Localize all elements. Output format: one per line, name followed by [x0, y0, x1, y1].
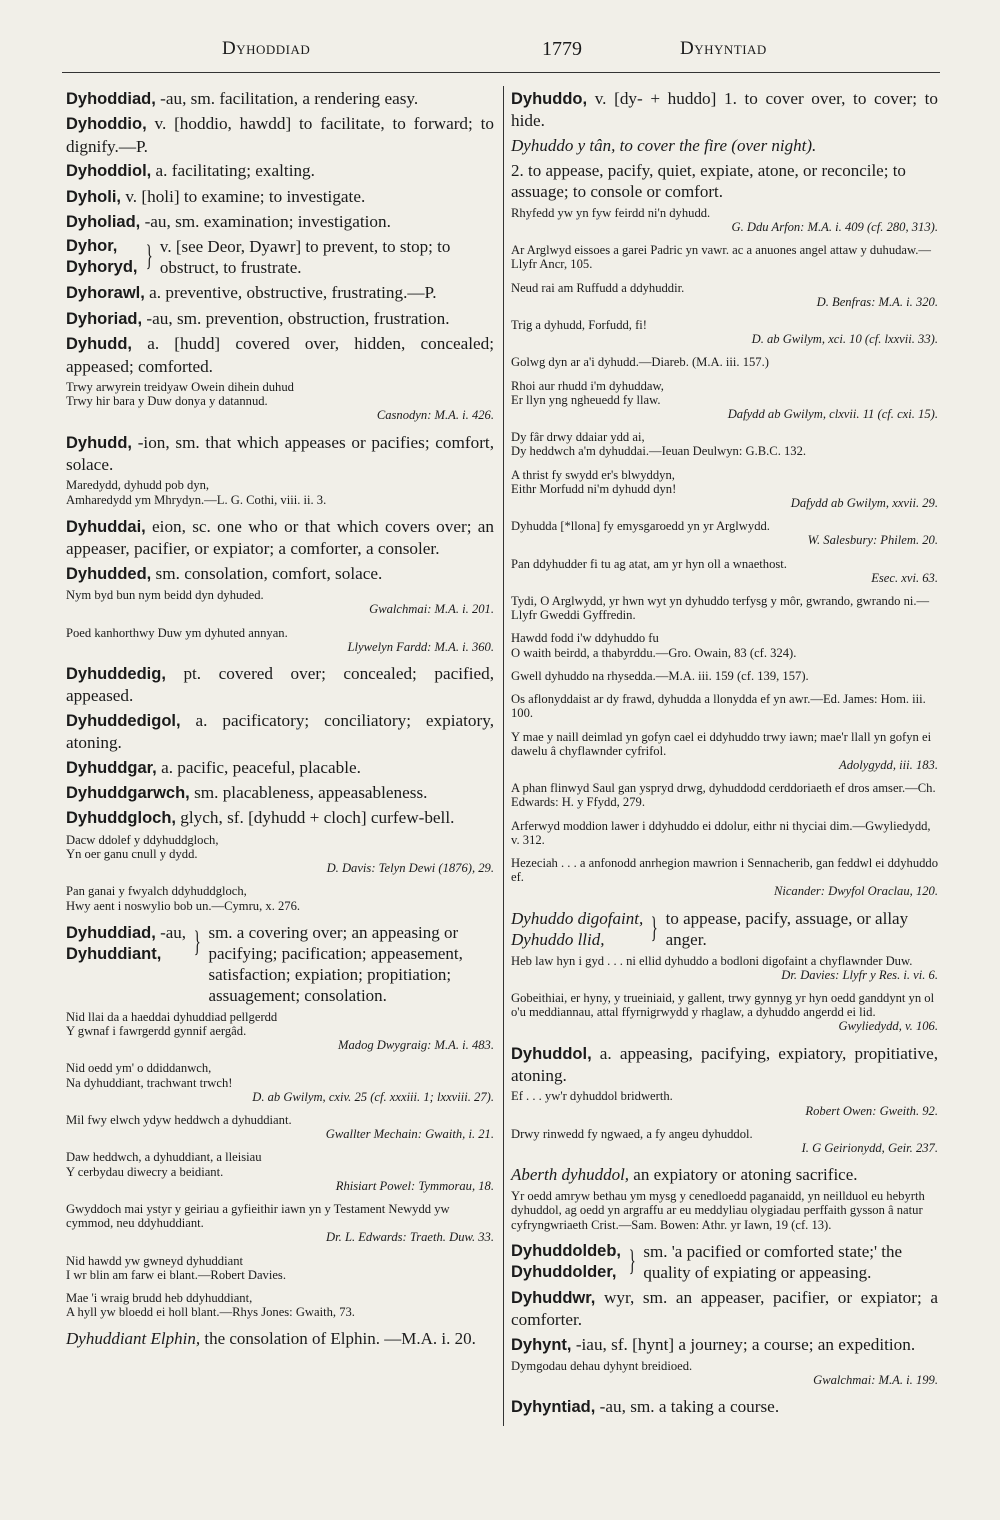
definition: a. pacificatory; conciliatory; expiatory, atoning. [66, 710, 494, 753]
entry-dyhudd-noun [66, 432, 494, 476]
headword: Dyhuddol, [511, 1044, 592, 1063]
headword: Dyhuddiad, [66, 923, 156, 942]
entry-dyhoriad [66, 308, 494, 330]
citation: Hawdd fodd i'w ddyhuddo fu O waith beirdd, a thabyrddu.—Gro. Owain, 83 (cf. 324). [511, 631, 797, 660]
headword: Dyhoriad, [66, 309, 143, 328]
headword: Dyhorawl, [66, 284, 145, 303]
headword: Dyhuddedig, [66, 664, 166, 683]
headword: Dyhoddio, [66, 115, 147, 134]
sense-2: 2. to appease, pacify, quiet, expiate, atone, or reconcile; to assuage; to console or comfort. [511, 160, 906, 201]
brace: } [650, 910, 659, 944]
definition: eion, sc. one who or that which covers over; an appeaser, pacifier, or expiator; a comforter, a consoler. [66, 516, 494, 559]
headword: Dyholiad, [66, 213, 141, 232]
entry-dyhuddgar [66, 757, 494, 779]
phrase: Dyhuddo llid, [511, 929, 605, 949]
citation: Heb law hyn i gyd . . . ni ellid dyhuddo a bodloni digofaint a chyflawnder Duw. Dr. Davies: Llyfr y Res. i. vi. 6. [511, 953, 938, 982]
definition: a. preventive, obstructive, frustrating.—P. [144, 283, 437, 303]
definition: a. pacific, peaceful, placable. [156, 757, 361, 777]
definition: sm. placableness, appeasableness. [189, 782, 428, 802]
column-divider [503, 86, 504, 1426]
phrase-aberth-dyhuddol: Aberth dyhuddol, an expiatory or atoning sacrifice. [511, 1165, 858, 1185]
citation: Dymgodau dehau dyhynt breidioed. Gwalchmai: M.A. i. 199. [511, 1359, 938, 1388]
citation: Daw heddwch, a dyhuddiant, a lleisiau Y cerbydau diwecry a beidiant. Rhisiart Powel: Tymmorau, 18. [66, 1150, 494, 1193]
headword: Dyhuddo, [511, 90, 588, 108]
headword: Dyhoddiol, [66, 162, 152, 181]
definition: -ion, sm. that which appeases or pacifies; comfort, solace. [66, 432, 494, 475]
citation: Nid llai da a haeddai dyhuddiad pellgerdd Y gwnaf i fawrgerdd gynnif aergâd. Madog Dwygraig: M.A. i. 483. [66, 1009, 494, 1053]
entry-dyhuddedig [66, 663, 494, 707]
running-head-right: Dyhyntiad [680, 38, 767, 59]
headword: Dyhuddgarwch, [66, 783, 190, 802]
definition: -au, sm. a taking a course. [595, 1397, 780, 1417]
entry-dyhuddedigol [66, 710, 494, 754]
right-column [511, 88, 938, 1422]
citation: Os aflonyddaist ar dy frawd, dyhudda a llonydda ef yn awr.—Ed. James: Hom. iii. 100. [511, 692, 926, 721]
headword: Dyhoddiad, [66, 90, 156, 108]
citation: Ef . . . yw'r dyhuddol bridwerth. Robert Owen: Gweith. 92. [511, 1089, 938, 1118]
page-header [62, 34, 940, 64]
definition: a. facilitating; exalting. [151, 161, 315, 181]
citation: Gobeithiai, er hyny, y trueiniaid, y gallent, trwy gynnyg yr hyn oedd ganddynt yn ol o'u meddiannau, attal ffyrnigrwydd y rhaglaw, a dyhuddo angerdd ei lid. Gwyliedydd, v. 106. [511, 990, 938, 1034]
definition: sm. 'a pacified or comforted state;' the quality of expiating or appeasing. [643, 1241, 903, 1282]
citation: Mae 'i wraig brudd heb ddyhuddiant, A hyll yw bloedd ei holl blant.—Rhys Jones: Gwaith, 73. [66, 1291, 355, 1320]
citation: A thrist fy swydd er's blwyddyn, Eithr Morfudd ni'm dyhudd dyn! Dafydd ab Gwilym, xxvii. 29. [511, 467, 938, 511]
headword: Dyhuddolder, [511, 1262, 617, 1281]
phrase-dyhuddiant-elphin: Dyhuddiant Elphin, the consolation of Elphin. —M.A. i. 20. [66, 1329, 476, 1349]
entry-dyhor-dyhoryd [66, 236, 494, 278]
brace: } [145, 239, 153, 273]
entry-dyhoddiad [66, 88, 494, 110]
entry-dyhuddai [66, 516, 494, 560]
definition: v. [see Deor, Dyawr] to prevent, to stop; to obstruct, to frustrate. [159, 237, 451, 278]
headword: Dyhuddiant, [66, 944, 162, 963]
headword: Dyhuddai, [66, 517, 146, 536]
citation: Pan ganai y fwyalch ddyhuddgloch, Hwy aent i noswylio bob un.—Cymru, x. 276. [66, 884, 301, 913]
citation: Dyhudda [*llona] fy emysgaroedd yn yr Arglwydd. W. Salesbury: Philem. 20. [511, 519, 938, 548]
definition: -au, sm. examination; investigation. [140, 212, 391, 232]
citation: Maredydd, dyhudd pob dyn, Amharedydd ym Mhrydyn.—L. G. Cothi, viii. ii. 3. [66, 478, 327, 507]
citation: Gwell dyhuddo na rhysedda.—M.A. iii. 159 (cf. 139, 157). [511, 668, 809, 683]
entry-dyhuddgarwch [66, 782, 494, 804]
entry-dyhuddo [511, 88, 938, 132]
headword: Dyhudd, [66, 433, 132, 452]
definition: pt. covered over; concealed; pacified, appeased. [66, 663, 494, 706]
definition: sm. a covering over; an appeasing or pacifying; pacification; appeasement, satisfaction; expiation; propitiation; assuagement; consolation. [208, 922, 463, 1005]
citation: Rhyfedd yw yn fyw feirdd ni'n dyhudd. G. Ddu Arfon: M.A. i. 409 (cf. 280, 313). [511, 205, 938, 235]
citation: Poed kanhorthwy Duw ym dyhuted annyan. Llywelyn Fardd: M.A. i. 360. [66, 625, 494, 654]
citation: Dacw ddolef y ddyhuddgloch, Yn oer ganu cnull y dydd. D. Davis: Telyn Dewi (1876), 29. [66, 832, 494, 876]
entry-dyhudded [66, 563, 494, 585]
headword: Dyhoryd, [66, 258, 138, 277]
citation: Yr oedd amryw bethau ym mysg y cenedloedd paganaidd, yn neillduol eu hebyrth dyhuddol, ag oedd yn argraffu ar eu meddyliau olygiadau perffaith gysson â natur cyfryngwriaeth Crist.—Sam. Bowen: Athr. yr Iawn, 19 (cf. 13). [511, 1189, 925, 1232]
citation: Nid hawdd yw gwneyd dyhuddiant I wr blin am farw ei blant.—Robert Davies. [66, 1253, 286, 1282]
brace: } [628, 1243, 636, 1277]
entry-dyhynt [511, 1334, 938, 1356]
citation: Trig a dyhudd, Forfudd, fi! D. ab Gwilym, xci. 10 (cf. lxxvii. 33). [511, 318, 938, 347]
definition: to appease, pacify, assuage, or allay anger. [665, 908, 909, 949]
citation: Y mae y naill deimlad yn gofyn cael ei ddyhuddo trwy iawn; mae'r llall yn gofyn ei dawelu â chyflawnder cyfrifol. Adolygydd, iii. 183. [511, 729, 938, 772]
header-rule [62, 72, 940, 73]
citation: Arferwyd moddion lawer i ddyhuddo ei ddolur, eithr ni thyciai dim.—Gwyliedydd, v. 312. [511, 818, 931, 847]
headword: Dyhor, [66, 237, 118, 256]
left-column [66, 88, 494, 1353]
citation: Tydi, O Arglwydd, yr hwn wyt yn dyhuddo terfysg y môr, gwrando, gwrando ni.—Llyfr Gweddi Gyffredin. [511, 594, 930, 623]
entry-dyholi [66, 186, 494, 208]
citation: Gwyddoch mai ystyr y geiriau a gyfieithir iawn yn y Testament Newydd yw cymmod, neu ddyhuddiant. Dr. L. Edwards: Traeth. Duw. 33. [66, 1202, 494, 1245]
headword: Dyholi, [66, 187, 122, 206]
headword: Dyhuddgar, [66, 758, 157, 777]
headword: Dyhynt, [511, 1335, 572, 1354]
citation: Mil fwy elwch ydyw heddwch a dyhuddiant. Gwallter Mechain: Gwaith, i. 21. [66, 1113, 494, 1142]
headword: Dyhyntiad, [511, 1398, 596, 1417]
entry-dyhuddgloch [66, 807, 494, 829]
citation: Rhoi aur rhudd i'm dyhuddaw, Er llyn yng ngheuedd fy llaw. Dafydd ab Gwilym, clxvii. 11 (cf. cxi. 15). [511, 378, 938, 422]
entry-dyhoddio [66, 113, 494, 157]
definition: v. [holi] to examine; to investigate. [121, 186, 366, 206]
definition: a. appeasing, pacifying, expiatory, propitiative, atoning. [511, 1043, 938, 1085]
definition: v. [dy- + huddo] 1. to cover over, to cover; to hide. [511, 89, 938, 131]
entry-dyholiad [66, 211, 494, 233]
definition: -au, sm. prevention, obstruction, frustration. [142, 308, 450, 328]
definition: glych, sf. [dyhudd + cloch] curfew-bell. [176, 808, 455, 828]
citation: Drwy rinwedd fy ngwaed, a fy angeu dyhuddol. I. G Geirionydd, Geir. 237. [511, 1126, 938, 1155]
definition: a. [hudd] covered over, hidden, concealed; appeased; comforted. [66, 334, 494, 376]
citation: Ar Arglwyd eissoes a garei Padric yn vawr. ac a anuones angel attaw y duhudaw.—Llyfr Ancr, 105. [511, 243, 932, 272]
entry-dyhorawl [66, 282, 494, 304]
definition: -au, sm. facilitation, a rendering easy. [155, 89, 419, 108]
headword: Dyhuddedigol, [66, 711, 181, 730]
citation: Nid oedd ym' o ddiddanwch, Na dyhuddiant, trachwant trwch! D. ab Gwilym, cxiv. 25 (cf. xxxiii. 1; lxxviii. 27). [66, 1061, 494, 1104]
definition: wyr, sm. an appeaser, pacifier, or expiator; a comforter. [511, 1287, 938, 1330]
citation: Trwy arwyrein treidyaw Owein dihein duhud Trwy hir bara y Duw donya y datannud. Casnodyn: M.A. i. 426. [66, 380, 494, 423]
running-head-left: Dyhoddiad [222, 38, 311, 59]
citation: A phan flinwyd Saul gan yspryd drwg, dyhuddodd cerddoriaeth ef dros amser.—Ch. Edwards: H. y Ffydd, 279. [511, 781, 936, 810]
brace: } [193, 924, 201, 958]
citation: Nym byd bun nym beidd dyn dyhuded. Gwalchmai: M.A. i. 201. [66, 588, 494, 617]
headword: Dyhuddoldeb, [511, 1241, 621, 1260]
definition: sm. consolation, comfort, solace. [151, 563, 383, 583]
citation: Hezeciah . . . a anfonodd anrhegion mawrion i Sennacherib, gan feddwl ei ddyhuddo ef. Nicander: Dwyfol Oraclau, 120. [511, 855, 939, 899]
headword: Dyhudded, [66, 564, 152, 583]
phrase-dyhuddo-digofaint [511, 908, 938, 950]
entry-dyhuddol [511, 1043, 938, 1087]
entry-dyhudd-adj [66, 333, 494, 377]
page-number: 1779 [542, 38, 582, 60]
entry-dyhyntiad [511, 1396, 938, 1418]
entry-dyhoddiol [66, 160, 494, 182]
entry-dyhuddoldeb-dyhuddolder [511, 1241, 938, 1283]
entry-dyhuddwr [511, 1287, 938, 1331]
sense-phrase: Dyhuddo y tân, to cover the fire (over night). [511, 135, 817, 155]
citation: Golwg dyn ar a'i dyhudd.—Diareb. (M.A. iii. 157.) [511, 355, 769, 370]
citation: Pan ddyhudder fi tu ag atat, am yr hyn oll a wnaethost. Esec. xvi. 63. [511, 556, 938, 585]
citation: Dy fâr drwy ddaiar ydd ai, Dy heddwch a'm dyhuddai.—Ieuan Deulwyn: G.B.C. 132. [511, 430, 807, 459]
definition: -iau, sf. [hynt] a journey; a course; an expedition. [571, 1334, 916, 1354]
headword: Dyhuddgloch, [66, 809, 176, 828]
phrase: Dyhuddo digofaint, [511, 908, 644, 928]
headword: Dyhuddwr, [511, 1288, 596, 1307]
definition: v. [hoddio, hawdd] to facilitate, to forward; to dignify.—P. [66, 114, 494, 156]
headword: Dyhudd, [66, 335, 132, 354]
entry-dyhuddiad-dyhuddiant: Dyhuddiad, -au, Dyhuddiant, } sm. a covering over; an appeasing or pacifying; pacification; appeasement, satisfaction; expiation; propitiation; assuagement; consolation. [66, 922, 494, 1006]
citation: Neud rai am Ruffudd a ddyhuddir. D. Benfras: M.A. i. 320. [511, 280, 938, 309]
